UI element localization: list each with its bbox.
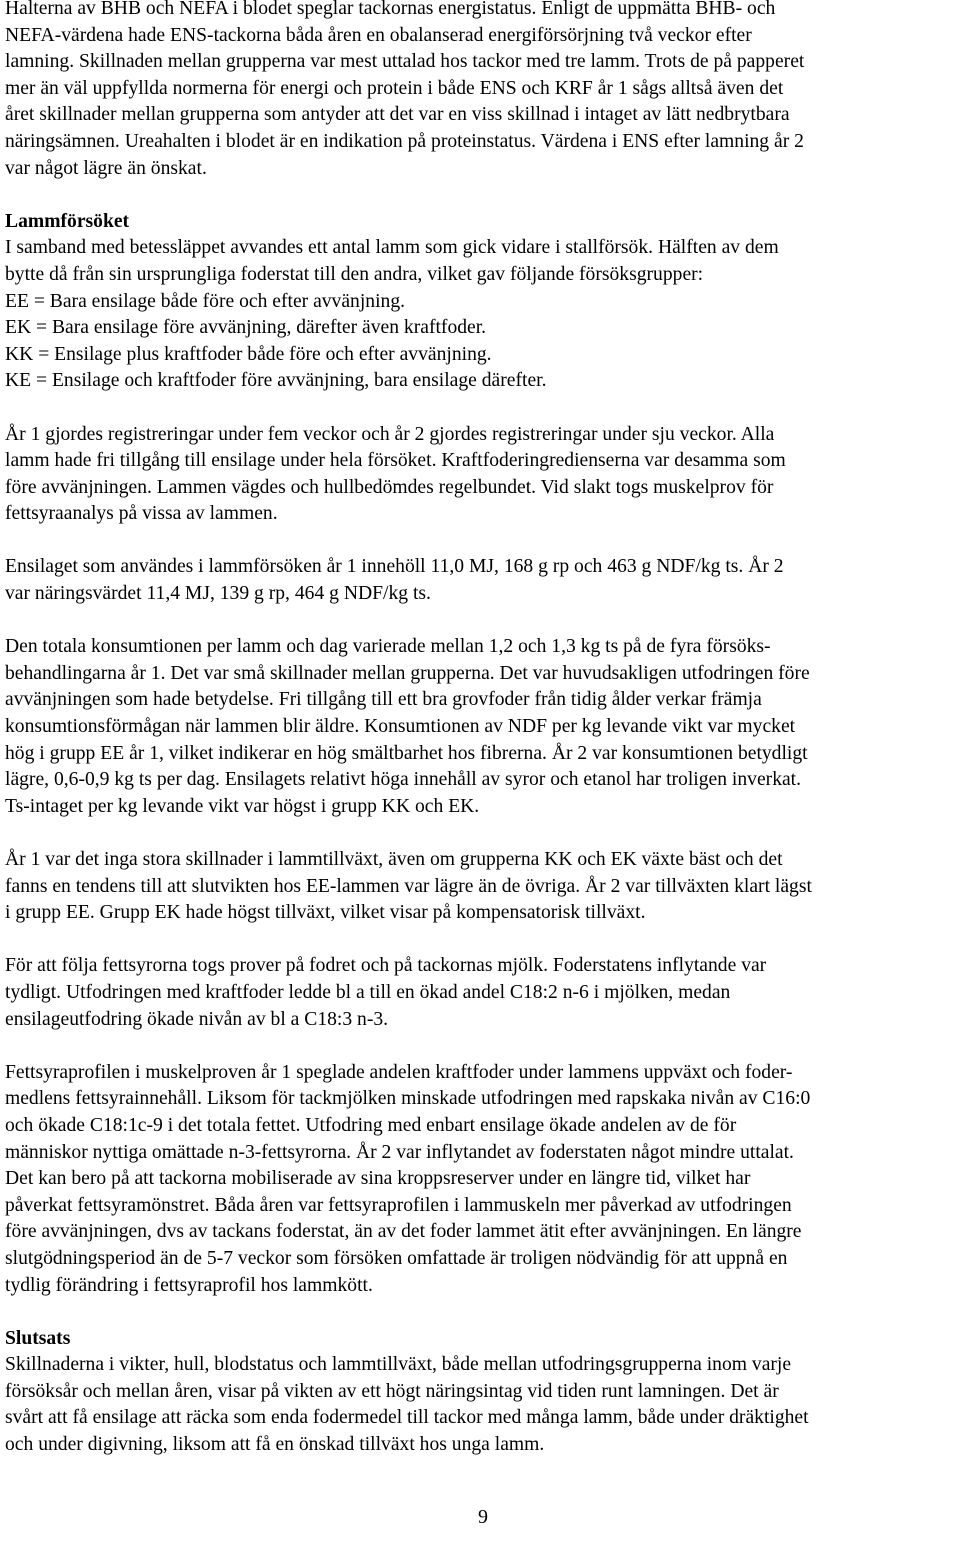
document-page [5,0,955,1459]
text-line: och ökade C18:1c-9 i det totala fettet. Utfodring med enbart ensilage ökade andelen av de för [5,1114,737,1136]
text-line: svårt att få ensilage att räcka som enda fodermedel till tackor med många lamm, både under dräktighet [5,1407,809,1429]
group-definition: EE = Bara ensilage både före och efter avvänjning. [5,290,406,312]
text-line: lamm hade fri tillgång till ensilage under hela försöket. Kraftfoderingredienserna var desamma som [5,450,786,472]
group-definition: KE = Ensilage och kraftfoder före avvänjning, bara ensilage därefter. [5,370,547,392]
text-line: lägre, 0,6-0,9 kg ts per dag. Ensilagets relativt höga innehåll av syror och etanol har troligen inverkat. [5,769,802,791]
text-line: i grupp EE. Grupp EK hade högst tillväxt, vilket visar på kompensatorisk tillväxt. [5,902,646,924]
section-heading: Lammförsöket [5,210,130,232]
text-line: människor nyttiga omättade n-3-fettsyrorna. År 2 var inflytandet av foderstaten något mindre uttalat. [5,1141,794,1163]
text-line: bytte då från sin ursprungliga foderstat till den andra, vilket gav följande försöksgrupper: [5,263,704,285]
text-line: I samband med betessläppet avvandes ett antal lamm som gick vidare i stallförsök. Hälften av dem [5,237,779,259]
text-line: ensilageutfodring ökade nivån av bl a C18:3 n-3. [5,1008,389,1030]
body-paragraph [5,554,955,607]
paragraph-gap [5,182,955,209]
body-paragraph [5,634,955,820]
body-paragraph [5,953,955,1033]
text-line: före avvänjningen. Lammen vägdes och hullbedömdes regelbundet. Vid slakt togs muskelprov för [5,476,774,498]
text-line: Skillnaderna i vikter, hull, blodstatus och lammtillväxt, både mellan utfodringsgrupperna inom varje [5,1354,792,1376]
text-line: mer än väl uppfyllda normerna för energi och protein i både ENS och KRF år 1 sågs alltså även det [5,77,784,99]
text-line: fettsyraanalys på vissa av lammen. [5,503,278,525]
text-line: näringsämnen. Ureahalten i blodet är en indikation på proteinstatus. Värdena i ENS efter lamning år 2 [5,130,804,152]
text-line: före avvänjningen, dvs av tackans foderstat, än av det foder lammet ätit efter avvänjningen. En längre [5,1221,802,1243]
text-line: hög i grupp EE år 1, vilket indikerar en hög smältbarhet hos fibrerna. År 2 var konsumtionen betydligt [5,742,808,764]
text-line: Det kan bero på att tackorna mobiliserade av sina kroppsreserver under en längre tid, vilket har [5,1168,751,1190]
text-line: slutgödningsperiod än de 5-7 veckor som försöken omfattade är troligen nödvändig för att uppnå en [5,1247,788,1269]
body-paragraph [5,1060,955,1299]
text-line: tydlig förändring i fettsyraprofil hos lammkött. [5,1274,373,1296]
intro-paragraph [5,0,955,182]
text-line: var något lägre än önskat. [5,157,207,179]
lamb-trial-section [5,209,955,395]
body-paragraph [5,847,955,927]
group-definition: KK = Ensilage plus kraftfoder både före och efter avvänjning. [5,343,492,365]
group-definition: EK = Bara ensilage före avvänjning, därefter även kraftfoder. [5,317,487,339]
text-line: behandlingarna år 1. Det var små skillnader mellan grupperna. Det var huvudsakligen utfodringen före [5,662,810,684]
paragraph-gap [5,927,955,954]
paragraph-gap [5,528,955,555]
paragraph-gap [5,1033,955,1060]
paragraph-gap [5,395,955,422]
text-line: avvänjningen som hade betydelse. Fri tillgång till ett bra grovfoder från tidig ålder verkar främja [5,689,762,711]
page-number: 9 [478,1506,488,1528]
text-line: Fettsyraprofilen i muskelproven år 1 speglade andelen kraftfoder under lammens uppväxt och foder- [5,1061,793,1083]
text-line: För att följa fettsyrorna togs prover på fodret och på tackornas mjölk. Foderstatens inflytande var [5,955,767,977]
text-line: fanns en tendens till att slutvikten hos EE-lammen var lägre än de övriga. År 2 var tillväxten klart lägst [5,875,812,897]
text-line: året skillnader mellan grupperna som antyder att det var en viss skillnad i intaget av lätt nedbrytbara [5,104,790,126]
text-line: Ts-intaget per kg levande vikt var högst i grupp KK och EK. [5,795,480,817]
conclusion-section [5,1326,955,1459]
body-paragraph [5,422,955,528]
text-line: lamning. Skillnaden mellan grupperna var mest uttalad hos tackor med tre lamm. Trots de på papperet [5,51,805,73]
section-heading: Slutsats [5,1327,71,1349]
text-line: var näringsvärdet 11,4 MJ, 139 g rp, 464 g NDF/kg ts. [5,583,431,605]
text-line: konsumtionsförmågan när lammen blir äldre. Konsumtionen av NDF per kg levande vikt var mycket [5,716,796,738]
text-line: År 1 gjordes registreringar under fem veckor och år 2 gjordes registreringar under sju veckor. Alla [5,423,775,445]
text-line: tydligt. Utfodringen med kraftfoder ledde bl a till en ökad andel C18:2 n-6 i mjölken, medan [5,981,731,1003]
text-line: Den totala konsumtionen per lamm och dag varierade mellan 1,2 och 1,3 kg ts på de fyra försöks- [5,636,771,658]
text-line: NEFA-värdena hade ENS-tackorna båda åren en obalanserad energiförsörjning två veckor efter [5,24,752,46]
paragraph-gap [5,1299,955,1326]
text-line: påverkat fettsyramönstret. Båda åren var fettsyraprofilen i lammuskeln mer påverkad av utfodringen [5,1194,792,1216]
paragraph-gap [5,820,955,847]
text-line: Halterna av BHB och NEFA i blodet speglar tackornas energistatus. Enligt de uppmätta BHB- och [5,0,776,19]
text-line: medlens fettsyrainnehåll. Liksom för tackmjölken minskade utfodringen med rapskaka nivån av C16:0 [5,1088,811,1110]
text-line: och under digivning, liksom att få en önskad tillväxt hos unga lamm. [5,1434,545,1456]
text-line: Ensilaget som användes i lammförsöken år 1 innehöll 11,0 MJ, 168 g rp och 463 g NDF/kg ts. År 2 [5,556,784,578]
text-line: År 1 var det inga stora skillnader i lammtillväxt, även om grupperna KK och EK växte bäst och det [5,849,783,870]
text-line: försöksår och mellan åren, visar på vikten av ett högt näringsintag vid tiden runt lamningen. Det är [5,1380,779,1402]
paragraph-gap [5,608,955,635]
